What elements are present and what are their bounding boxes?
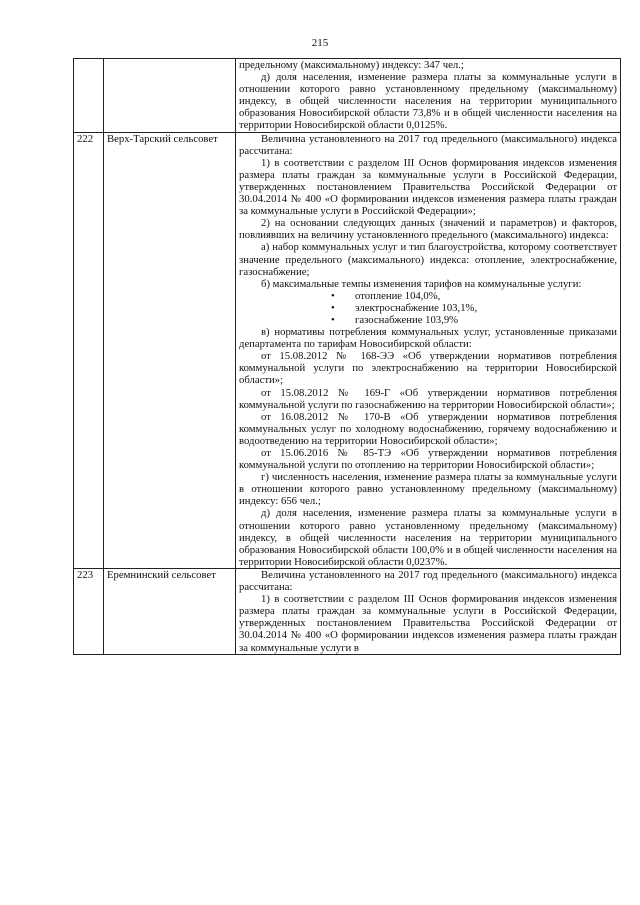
page-number: 215 bbox=[311, 37, 329, 49]
paragraph-g: г) численность населения, изменение размера платы за коммунальные услуги в отношении которого равно установленному предельному (максимальному) индексу: 656 чел.; bbox=[239, 471, 617, 508]
paragraph-1: 1) в соответствии с разделом III Основ формирования индексов изменения размера платы граждан за коммунальные услуги в Российской Федерации, утвержденных постановлением Правительства Российской Федерации от 30.04.2014 № 400 «О формировании индексов изменения размера платы граждан за коммунальные услуги в bbox=[239, 593, 617, 654]
municipality-name: Верх-Тарский сельсовет bbox=[104, 132, 236, 568]
norm-order-1: от 15.08.2012 № 168-ЭЭ «Об утверждении нормативов потребления коммунальной услуги по электроснабжению на территории Новосибирской области»; bbox=[239, 350, 617, 387]
row-number: 223 bbox=[74, 568, 104, 654]
list-item: • отопление 104,0%, bbox=[239, 290, 617, 302]
list-item: • электроснабжение 103,1%, bbox=[239, 302, 617, 314]
paragraph-v: в) нормативы потребления коммунальных услуг, установленные приказами департамента по тарифам Новосибирской области: bbox=[239, 326, 617, 351]
paragraph-2: 2) на основании следующих данных (значений и параметров) и факторов, повлиявших на величину установленного предельного (максимального) индекса: bbox=[239, 217, 617, 242]
municipality-name: Еремнинский сельсовет bbox=[104, 568, 236, 654]
paragraph-intro: Величина установленного на 2017 год предельного (максимального) индекса рассчитана: bbox=[239, 132, 617, 157]
justification-cell bbox=[236, 59, 621, 133]
municipality-name-cell bbox=[104, 59, 236, 133]
paragraph-d: д) доля населения, изменение размера платы за коммунальные услуги в отношении которого равно установленному предельному (максимальному) индексу, в общей численности населения на территории муниципального образования Новосибирской области 100,0% и в общей численности населения на территории Новосибирской области 0,0237%. bbox=[239, 507, 617, 568]
paragraph-intro: Величина установленного на 2017 год предельного (максимального) индекса рассчитана: bbox=[239, 568, 617, 594]
norm-order-2: от 15.08.2012 № 169-Г «Об утверждении нормативов потребления коммунальной услуги по газоснабжению на территории Новосибирской области»; bbox=[239, 386, 617, 411]
paragraph-b: б) максимальные темпы изменения тарифов на коммунальные услуги: bbox=[261, 277, 582, 290]
justification-cell bbox=[236, 132, 621, 568]
table-row-222 bbox=[74, 132, 621, 568]
paragraph-1: 1) в соответствии с разделом III Основ формирования индексов изменения размера платы граждан за коммунальные услуги в Российской Федерации, утвержденных постановлением Правительства Российской Федерации от 30.04.2014 № 400 «О формировании индексов изменения размера платы граждан за коммунальные услуги в Российской Федерации»; bbox=[239, 156, 617, 218]
paragraph: предельному (максимальному) индексу: 347 чел.; bbox=[239, 59, 464, 71]
paragraph-d: д) доля населения, изменение размера платы за коммунальные услуги в отношении которого равно установленному предельному (максимальному) индексу, в общей численности населения на территории муниципального образования Новосибирской области 73,8% и в общей численности населения на территории Новосибирской области 0,0125%. bbox=[239, 71, 617, 132]
row-number: 222 bbox=[74, 132, 104, 568]
norm-order-3: от 16.08.2012 № 170-В «Об утверждении нормативов потребления коммунальных услуг по холодному водоснабжению, горячему водоснабжению и водоотведению на территории Новосибирской области»; bbox=[239, 410, 617, 447]
table-row-continued bbox=[74, 59, 621, 133]
index-justification-table bbox=[73, 58, 621, 655]
tariff-list bbox=[239, 290, 617, 326]
justification-cell bbox=[236, 568, 621, 654]
row-number-cell bbox=[74, 59, 104, 133]
list-item: • газоснабжение 103,9% bbox=[239, 314, 617, 326]
norm-order-4: от 15.06.2016 № 85-ТЭ «Об утверждении нормативов потребления коммунальной услуги по отоплению на территории Новосибирской области»; bbox=[239, 447, 617, 472]
paragraph-a: а) набор коммунальных услуг и тип благоустройства, которому соответствует значение предельного (максимального) индекса: отопление, электроснабжение, газоснабжение; bbox=[239, 241, 617, 278]
table-row-223 bbox=[74, 568, 621, 654]
